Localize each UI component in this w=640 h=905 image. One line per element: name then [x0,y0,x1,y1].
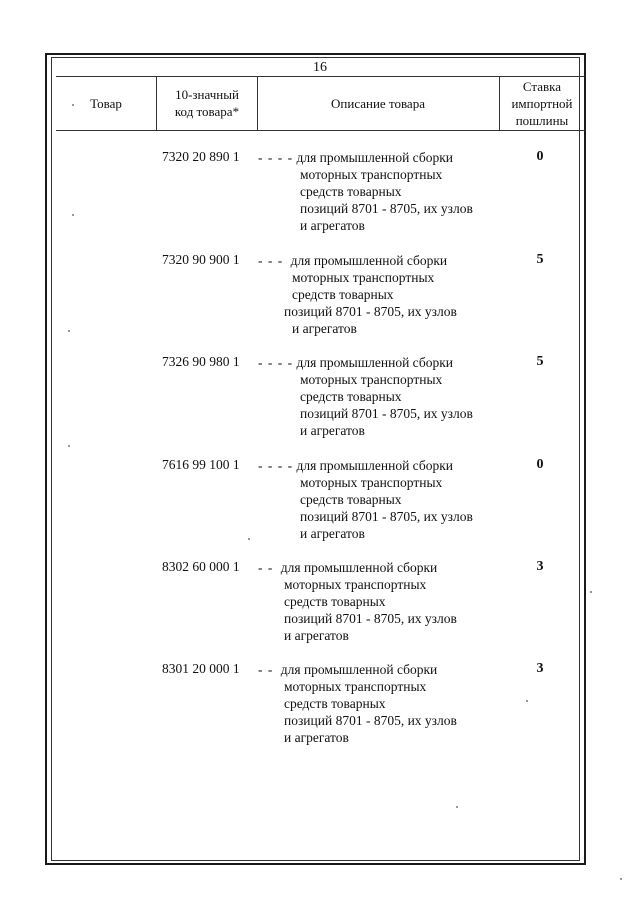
row-description [258,354,473,439]
header-description: Описание товара [331,95,425,111]
row-desc-line-4: позиций 8701 - 8705, их узлов [300,406,473,421]
row-desc-line-1: для промышленной сборки [296,458,453,473]
row-desc-line-1: для промышленной сборки [280,560,438,575]
row-dashes: - - [258,560,274,575]
row-desc-line-4: позиций 8701 - 8705, их узлов [284,304,457,319]
scan-speck [68,445,70,447]
row-desc-line-3: средств товарных [300,184,402,199]
row-dashes: - - - [258,253,284,268]
row-desc-line-5: и агрегатов [300,218,365,233]
header-rate [500,76,584,130]
row-description [258,559,457,644]
header-rate-line-3: пошлины [515,112,569,128]
row-desc-line-2: моторных транспортных [300,372,443,387]
row-dashes: - - - - [258,150,294,165]
row-code: 8302 60 000 1 [162,559,240,574]
row-rate: 3 [536,661,544,676]
row-code: 8301 20 000 1 [162,661,240,676]
row-code: 7616 99 100 1 [162,457,240,472]
row-desc-line-3: средств товарных [284,696,386,711]
row-desc-line-5: и агрегатов [292,321,357,336]
row-desc-line-2: моторных транспортных [284,577,427,592]
row-desc-line-1: для промышленной сборки [290,253,448,268]
page-number: 16 [313,60,327,75]
row-desc-line-1: для промышленной сборки [280,662,438,677]
row-desc-line-3: средств товарных [300,492,402,507]
row-desc-line-2: моторных транспортных [300,475,443,490]
scan-speck [526,700,528,702]
row-desc-line-5: и агрегатов [284,628,349,643]
row-desc-line-4: позиций 8701 - 8705, их узлов [300,509,473,524]
row-rate: 5 [536,354,544,369]
scan-speck [68,330,70,332]
row-rate: 0 [536,149,544,164]
scan-speck [456,806,458,808]
scan-speck [72,214,74,216]
row-description [258,149,473,234]
row-description [258,457,473,542]
header-goods: Товар [90,95,122,111]
row-dashes: - - - - [258,355,294,370]
scan-speck [72,104,74,106]
row-desc-line-4: позиций 8701 - 8705, их узлов [284,611,457,626]
row-desc-line-5: и агрегатов [284,730,349,745]
row-description [258,252,457,337]
header-code-line-1: 10-значный [175,87,239,102]
row-desc-line-1: для промышленной сборки [296,355,453,370]
row-rate: 5 [536,252,544,267]
row-desc-line-5: и агрегатов [300,423,365,438]
row-code: 7320 90 900 1 [162,252,240,267]
row-code: 7320 20 890 1 [162,149,240,164]
row-rate: 3 [536,559,544,574]
row-desc-line-3: средств товарных [300,389,402,404]
header-code [157,76,257,130]
row-desc-line-3: средств товарных [292,287,394,302]
row-desc-line-2: моторных транспортных [292,270,435,285]
row-desc-line-4: позиций 8701 - 8705, их узлов [300,201,473,216]
row-desc-line-1: для промышленной сборки [296,150,453,165]
row-desc-line-3: средств товарных [284,594,386,609]
scan-speck [590,591,592,593]
row-desc-line-5: и агрегатов [300,526,365,541]
header-code-line-2: код товара* [174,104,240,119]
row-dashes: - - [258,662,274,677]
scan-speck [620,878,622,880]
row-desc-line-4: позиций 8701 - 8705, их узлов [284,713,457,728]
row-desc-line-2: моторных транспортных [284,679,427,694]
row-description [258,661,457,746]
row-desc-line-2: моторных транспортных [300,167,443,182]
table-header-bottom-rule [56,130,585,131]
row-dashes: - - - - [258,458,294,473]
row-code: 7326 90 980 1 [162,354,240,369]
header-rate-line-1: Ставка [522,78,562,94]
scan-speck [248,538,250,540]
row-rate: 0 [536,457,544,472]
header-rate-line-2: импортной [511,95,573,111]
